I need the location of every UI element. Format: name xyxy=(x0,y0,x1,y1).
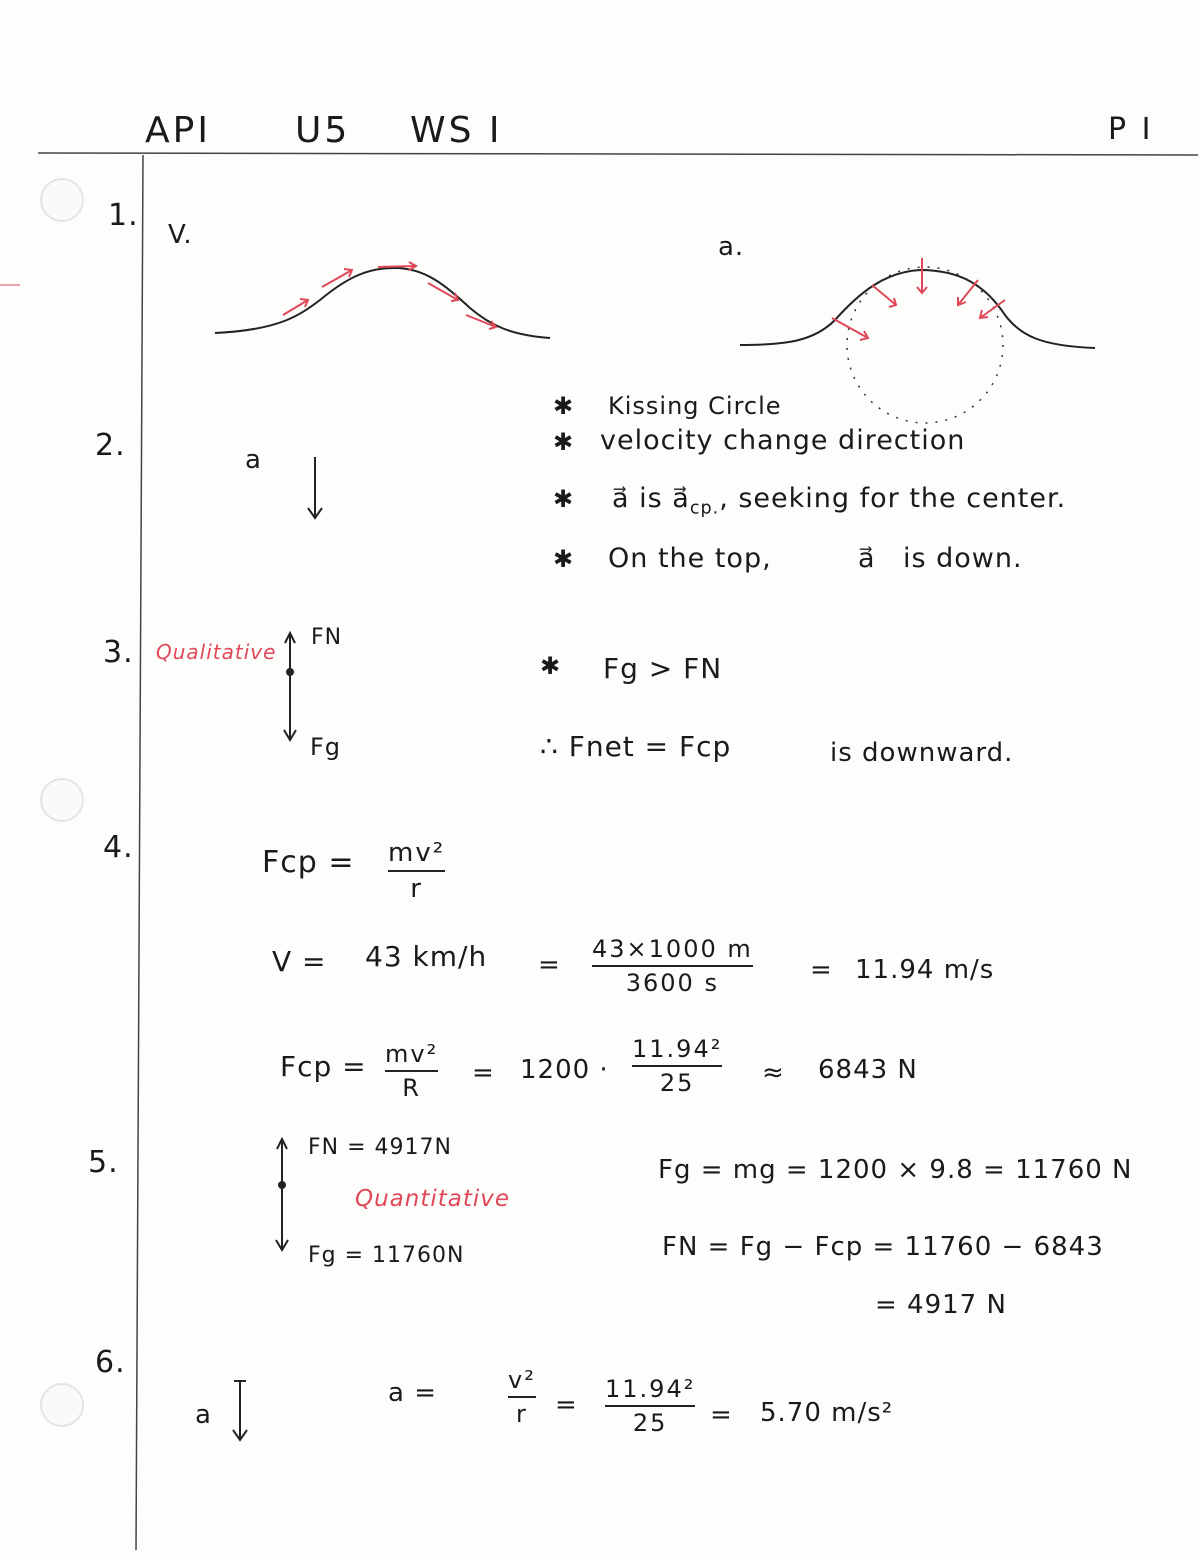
q4-conv-den: 3600 s xyxy=(625,969,719,997)
note-top: On the top, xyxy=(608,543,772,574)
q4-approx: ≈ xyxy=(762,1058,785,1088)
q3-number: 3. xyxy=(103,635,134,670)
q4-fcp-den: R xyxy=(402,1074,421,1102)
q2-number: 2. xyxy=(95,428,126,463)
note-top-a: a⃗ xyxy=(858,543,876,574)
q4-mass: 1200 · xyxy=(520,1055,609,1085)
q4-sub-num: 11.94² xyxy=(632,1035,723,1063)
q2-a-label: a xyxy=(245,445,262,475)
q1-velocity-label: V. xyxy=(168,220,193,250)
q6-formula-num: v² xyxy=(508,1366,536,1394)
header-page: P I xyxy=(1108,112,1154,147)
velocity-arrow-1 xyxy=(283,300,308,315)
q6-eq1: = xyxy=(555,1390,578,1420)
q6-eq2: = xyxy=(710,1400,733,1430)
q5-fn-line: FN = 4917N xyxy=(308,1135,452,1160)
star-3: ✱ xyxy=(553,485,575,513)
q4-fcp-lhs: Fcp = xyxy=(280,1050,367,1083)
q4-formula-num: mv² xyxy=(388,838,446,868)
q4-eq2: = xyxy=(810,955,833,985)
note-acp-tail: , seeking for the center. xyxy=(719,483,1067,514)
q5-fn-calc: FN = Fg − Fcp = 11760 − 6843 xyxy=(662,1232,1104,1262)
q4-formula-den: r xyxy=(410,874,423,904)
star-5: ✱ xyxy=(540,652,562,680)
q6-result: 5.70 m/s² xyxy=(760,1398,894,1428)
q6-sub-den: 25 xyxy=(632,1409,668,1437)
q1-acceleration-label: a. xyxy=(718,232,745,262)
accel-arrow-4 xyxy=(958,280,978,305)
note-velocity: velocity change direction xyxy=(600,425,966,456)
q4-sub-den: 25 xyxy=(659,1069,695,1097)
q2-acceleration-arrow xyxy=(308,457,322,518)
q3-fg-label: Fg xyxy=(310,733,342,761)
q4-conversion-fraction xyxy=(592,935,753,997)
q4-fcp-fraction xyxy=(385,1040,438,1102)
q3-qualitative-label: Qualitative xyxy=(156,640,277,664)
q6-acceleration-arrow xyxy=(233,1380,247,1440)
note-top-tail: is down. xyxy=(903,543,1023,574)
velocity-arrow-2 xyxy=(322,270,352,287)
q3-free-body-diagram xyxy=(284,633,296,740)
q3-therefore: ∴ Fnet = Fcp xyxy=(540,730,732,763)
velocity-arrows xyxy=(283,262,496,329)
q6-substitution-fraction xyxy=(605,1375,695,1437)
q4-conv-num: 43×1000 m xyxy=(592,935,753,963)
hill-curve-velocity xyxy=(215,268,550,338)
q5-fn-result: = 4917 N xyxy=(875,1290,1007,1320)
q5-quantitative-label: Quantitative xyxy=(355,1186,511,1212)
note-acp: a⃗ is $a⃗_{cp.}$, seeking for the center. xyxy=(612,483,1067,519)
q6-formula-fraction xyxy=(508,1366,536,1428)
q4-v-result: 11.94 m/s xyxy=(855,955,995,985)
q5-free-body-diagram xyxy=(276,1139,288,1250)
star-1: ✱ xyxy=(553,392,575,420)
q6-a-lhs: a = xyxy=(388,1378,437,1408)
header-unit: U5 xyxy=(295,110,351,151)
margin-rule xyxy=(136,155,143,1550)
q5-fg-calc: Fg = mg = 1200 × 9.8 = 11760 N xyxy=(658,1155,1133,1185)
q4-fcp-num: mv² xyxy=(385,1040,439,1068)
q6-number: 6. xyxy=(95,1345,126,1380)
q5-number: 5. xyxy=(88,1145,119,1180)
q3-downward: is downward. xyxy=(830,738,1014,768)
q6-sub-num: 11.94² xyxy=(605,1375,696,1403)
note-acp-is: is xyxy=(639,483,663,514)
header-rule xyxy=(38,153,1198,155)
accel-arrow-2 xyxy=(872,285,896,305)
q3-compare: Fg > FN xyxy=(603,652,723,685)
q4-formula-fraction xyxy=(388,838,445,904)
header-course: API xyxy=(145,110,211,151)
q4-substitution-fraction xyxy=(632,1035,722,1097)
note-kissing-circle: Kissing Circle xyxy=(608,392,782,420)
q6-a-label: a xyxy=(195,1400,212,1430)
q4-eq1: = xyxy=(538,950,561,980)
q3-fn-label: FN xyxy=(311,625,343,650)
q5-fg-line: Fg = 11760N xyxy=(308,1243,465,1268)
q4-v-lhs: V = xyxy=(272,945,327,978)
velocity-arrow-3 xyxy=(378,266,416,267)
q1-number: 1. xyxy=(108,198,139,233)
hill-curve-acceleration xyxy=(740,270,1095,348)
q6-formula-den: r xyxy=(515,1400,528,1428)
q4-formula-lhs: Fcp = xyxy=(262,845,355,880)
star-2: ✱ xyxy=(553,428,575,456)
accel-arrow-1 xyxy=(832,318,868,338)
q4-fcp-result: 6843 N xyxy=(818,1055,918,1085)
star-4: ✱ xyxy=(553,545,575,573)
q4-number: 4. xyxy=(103,830,134,865)
q4-v-value: 43 km/h xyxy=(365,940,488,973)
header-sheet: WS I xyxy=(410,110,503,151)
q4-eq3: = xyxy=(472,1058,495,1088)
